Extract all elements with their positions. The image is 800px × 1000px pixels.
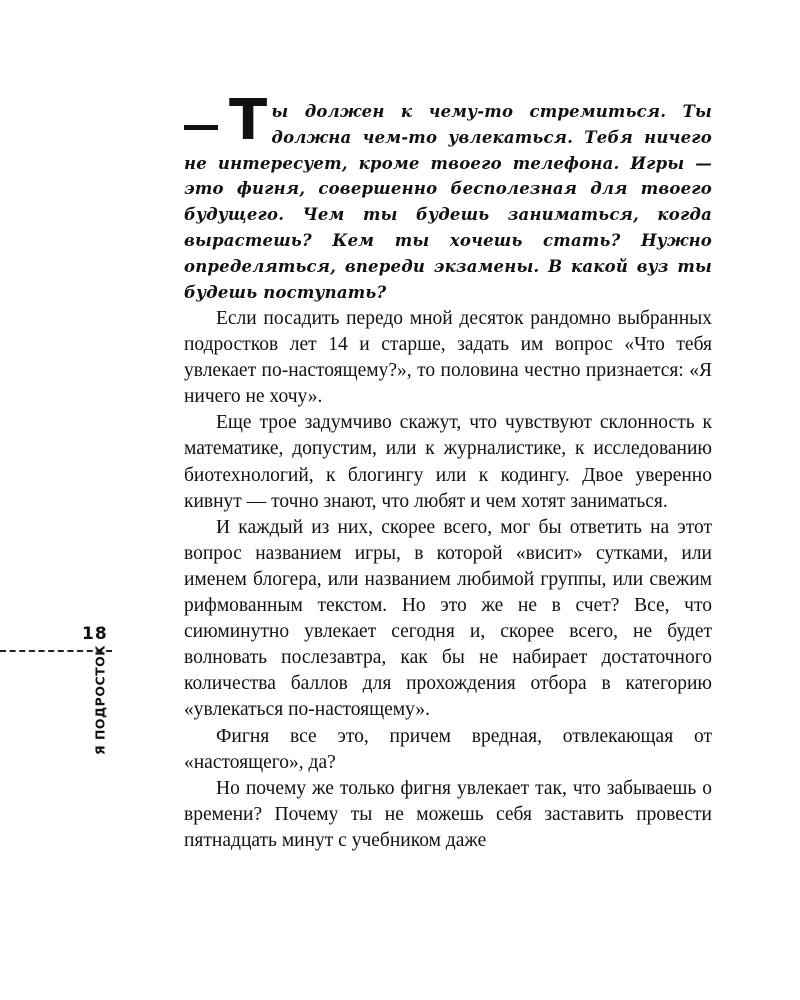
paragraph: Фигня все это, причем вредная, отвлекающая от «настоящего», да? [184,725,712,773]
paragraph: Но почему же только фигня увлекает так, что забываешь о времени? Почему ты не можешь себя заставить провести пятнадцать минут с учебником даже [184,777,712,851]
page-number: 18 [82,624,108,644]
body-text [184,306,712,854]
opening-quote [184,88,712,305]
quote-text: ы должен к чему-то стремиться. Ты должна чем-то увлекаться. Тебя ничего не интересует, кроме твоего телефона. Игры — это фигня, совершенно бесполезная для твоего будущего. Чем ты будешь заниматься, когда вырастешь? Кем ты хочешь стать? Нужно определяться, впереди экзамены. В какой вуз ты будешь поступать? [184,102,712,302]
drop-cap-block [184,88,268,153]
running-head: Я ПОДРОСТОК [92,644,108,756]
drop-cap-letter: Т [229,88,268,153]
paragraph: Если посадить передо мной десяток рандомно выбранных подростков лет 14 и старше, задать им вопрос «Что тебя увлекает по-настоящему?», то половина честно признается: «Я ничего не хочу». [184,308,712,408]
paragraph: Еще трое задумчиво скажут, что чувствуют склонность к математике, допустим, или к журналистике, к исследованию биотехнологий, к блогингу или к кодингу. Двое уверенно кивнут — точно знают, что любят и чем хотят заниматься. [184,412,712,512]
paragraph: И каждый из них, скорее всего, мог бы ответить на этот вопрос названием игры, в которой «висит» сутками, или именем блогера, или названием любимой группы, или свежим рифмованным текстом. Но это же не в счет? Все, что сиюминутно увлекает сегодня и, скорее всего, не будет волновать послезавтра, как бы не набирает достаточного количества баллов для прохождения отбора в категорию «увлекаться по-настоящему». [184,516,712,721]
em-dash-mark [184,125,218,130]
